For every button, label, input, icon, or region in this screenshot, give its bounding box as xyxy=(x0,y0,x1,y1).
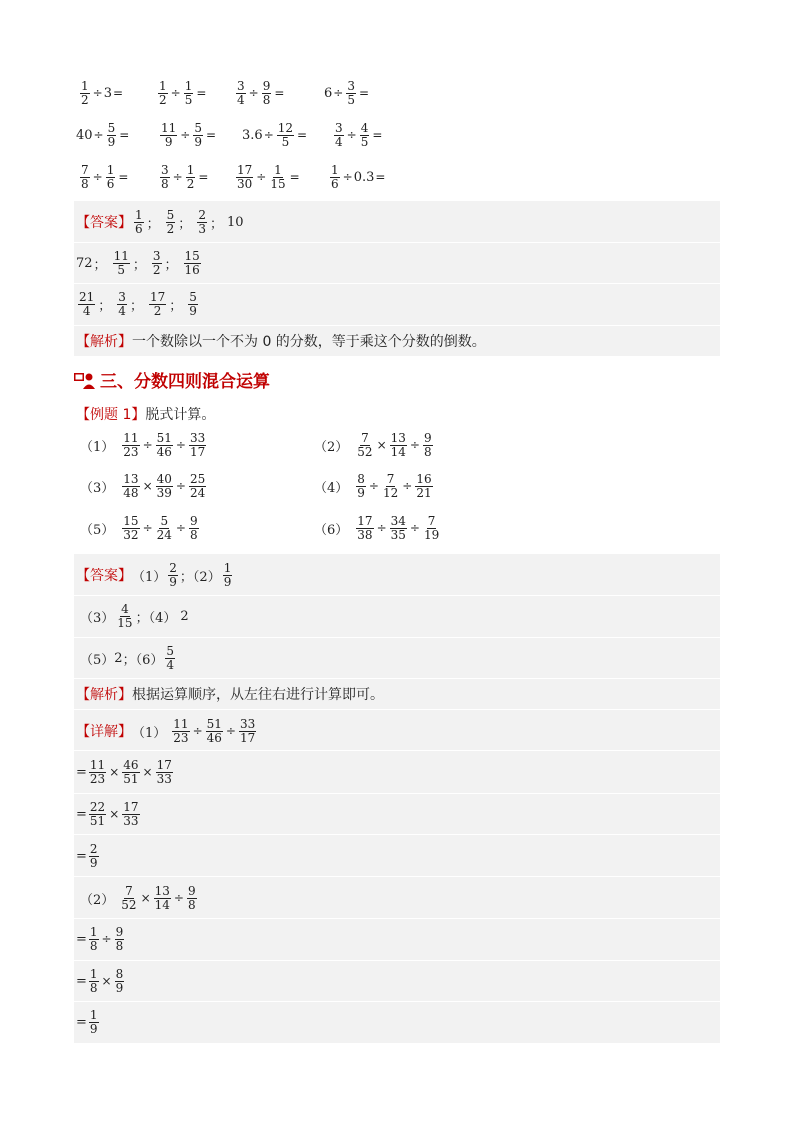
exercise-2-4: $\frac{3}{4}$ ÷ $\frac{4}{5}$ = xyxy=(335,121,383,149)
detail-2-result: = $\frac{1}{9}$ xyxy=(76,1007,98,1036)
answer-label: 【答案】 xyxy=(76,215,132,231)
section-title: 三、分数四则混合运算 xyxy=(100,371,270,392)
exercise-1-4: 6 ÷ $\frac{3}{5}$ = xyxy=(324,79,370,107)
problem-2: （2） $\frac{7}{52}$ × $\frac{13}{14}$ ÷ $\frac{9}{8}$ xyxy=(314,431,432,459)
teacher-icon xyxy=(74,371,96,387)
exercise-2-1: 40 ÷ $\frac{5}{9}$ = xyxy=(76,121,130,149)
exercise-3-1: $\frac{7}{8}$ ÷ $\frac{1}{6}$ = xyxy=(81,163,129,191)
answer-1-line-2: 72 ； $\frac{11}{5}$ ； $\frac{3}{2}$ ； $\frac{15}{16}$ xyxy=(76,248,200,277)
detail-1-step-2: = $\frac{22}{51}$ × $\frac{17}{33}$ xyxy=(76,799,139,828)
problem-5: （5） $\frac{15}{32}$ ÷ $\frac{5}{24}$ ÷ $\frac{9}{8}$ xyxy=(80,514,198,542)
exercise-3-2: $\frac{3}{8}$ ÷ $\frac{1}{2}$ = xyxy=(161,163,209,191)
problem-1: （1） $\frac{11}{23}$ ÷ $\frac{51}{46}$ ÷ $\frac{33}{17}$ xyxy=(80,431,206,459)
answer-2-line-1: 【答案】 （1） $\frac{2}{9}$ ；（2） $\frac{1}{9}$ xyxy=(76,560,232,589)
detail-1-problem: 【详解】 （1） $\frac{11}{23}$ ÷ $\frac{51}{46}$ ÷ $\frac{33}{17}$ xyxy=(76,716,256,745)
example-heading: 【例题 1】 脱式计算。 xyxy=(76,407,216,423)
exercise-1-2: $\frac{1}{2}$ ÷ $\frac{1}{5}$ = xyxy=(159,79,207,107)
answer-1-line-3: $\frac{21}{4}$ ； $\frac{3}{4}$ ； $\frac{17}{2}$ ； $\frac{5}{9}$ xyxy=(79,289,197,318)
detail-1-step-1: = $\frac{11}{23}$ × $\frac{46}{51}$ × $\frac{17}{33}$ xyxy=(76,757,172,786)
answer-2-line-2: （3） $\frac{4}{15}$ ；（4） 2 xyxy=(80,601,189,630)
exercise-1-1: $\frac{1}{2}$ ÷ 3 = xyxy=(81,79,124,107)
answer-2-line-3: （5） 2 ；（6） $\frac{5}{4}$ xyxy=(80,643,174,672)
detail-2-step-1: = $\frac{1}{8}$ ÷ $\frac{9}{8}$ xyxy=(76,924,124,953)
detail-2-problem: （2） $\frac{7}{52}$ × $\frac{13}{14}$ ÷ $\frac{9}{8}$ xyxy=(80,883,196,912)
analysis-1: 【解析】 一个数除以一个不为 0 的分数，等于乘这个分数的倒数。 xyxy=(76,334,486,350)
analysis-2: 【解析】 根据运算顺序，从左往右进行计算即可。 xyxy=(76,687,384,703)
detail-1-result: = $\frac{2}{9}$ xyxy=(76,841,98,870)
problem-6: （6） $\frac{17}{38}$ ÷ $\frac{34}{35}$ ÷ $\frac{7}{19}$ xyxy=(314,514,440,542)
exercise-3-4: $\frac{1}{6}$ ÷ 0.3 = xyxy=(331,163,386,191)
detail-2-step-2: = $\frac{1}{8}$ × $\frac{8}{9}$ xyxy=(76,966,124,995)
exercise-3-3: $\frac{17}{30}$ ÷ $\frac{1}{15}$ = xyxy=(237,163,300,191)
exercise-2-2: $\frac{11}{9}$ ÷ $\frac{5}{9}$ = xyxy=(161,121,217,149)
problem-4: （4） $\frac{8}{9}$ ÷ $\frac{7}{12}$ ÷ $\frac{16}{21}$ xyxy=(314,472,432,500)
exercise-1-3: $\frac{3}{4}$ ÷ $\frac{9}{8}$ = xyxy=(237,79,285,107)
answer-1-line-1: 【答案】 $\frac{1}{6}$ ； $\frac{5}{2}$ ； $\frac{2}{3}$ ； 10 xyxy=(76,207,244,236)
problem-3: （3） $\frac{13}{48}$ × $\frac{40}{39}$ ÷ $\frac{25}{24}$ xyxy=(80,472,206,500)
exercise-2-3: 3.6 ÷ $\frac{12}{5}$ = xyxy=(242,121,308,149)
section-header xyxy=(74,366,270,392)
